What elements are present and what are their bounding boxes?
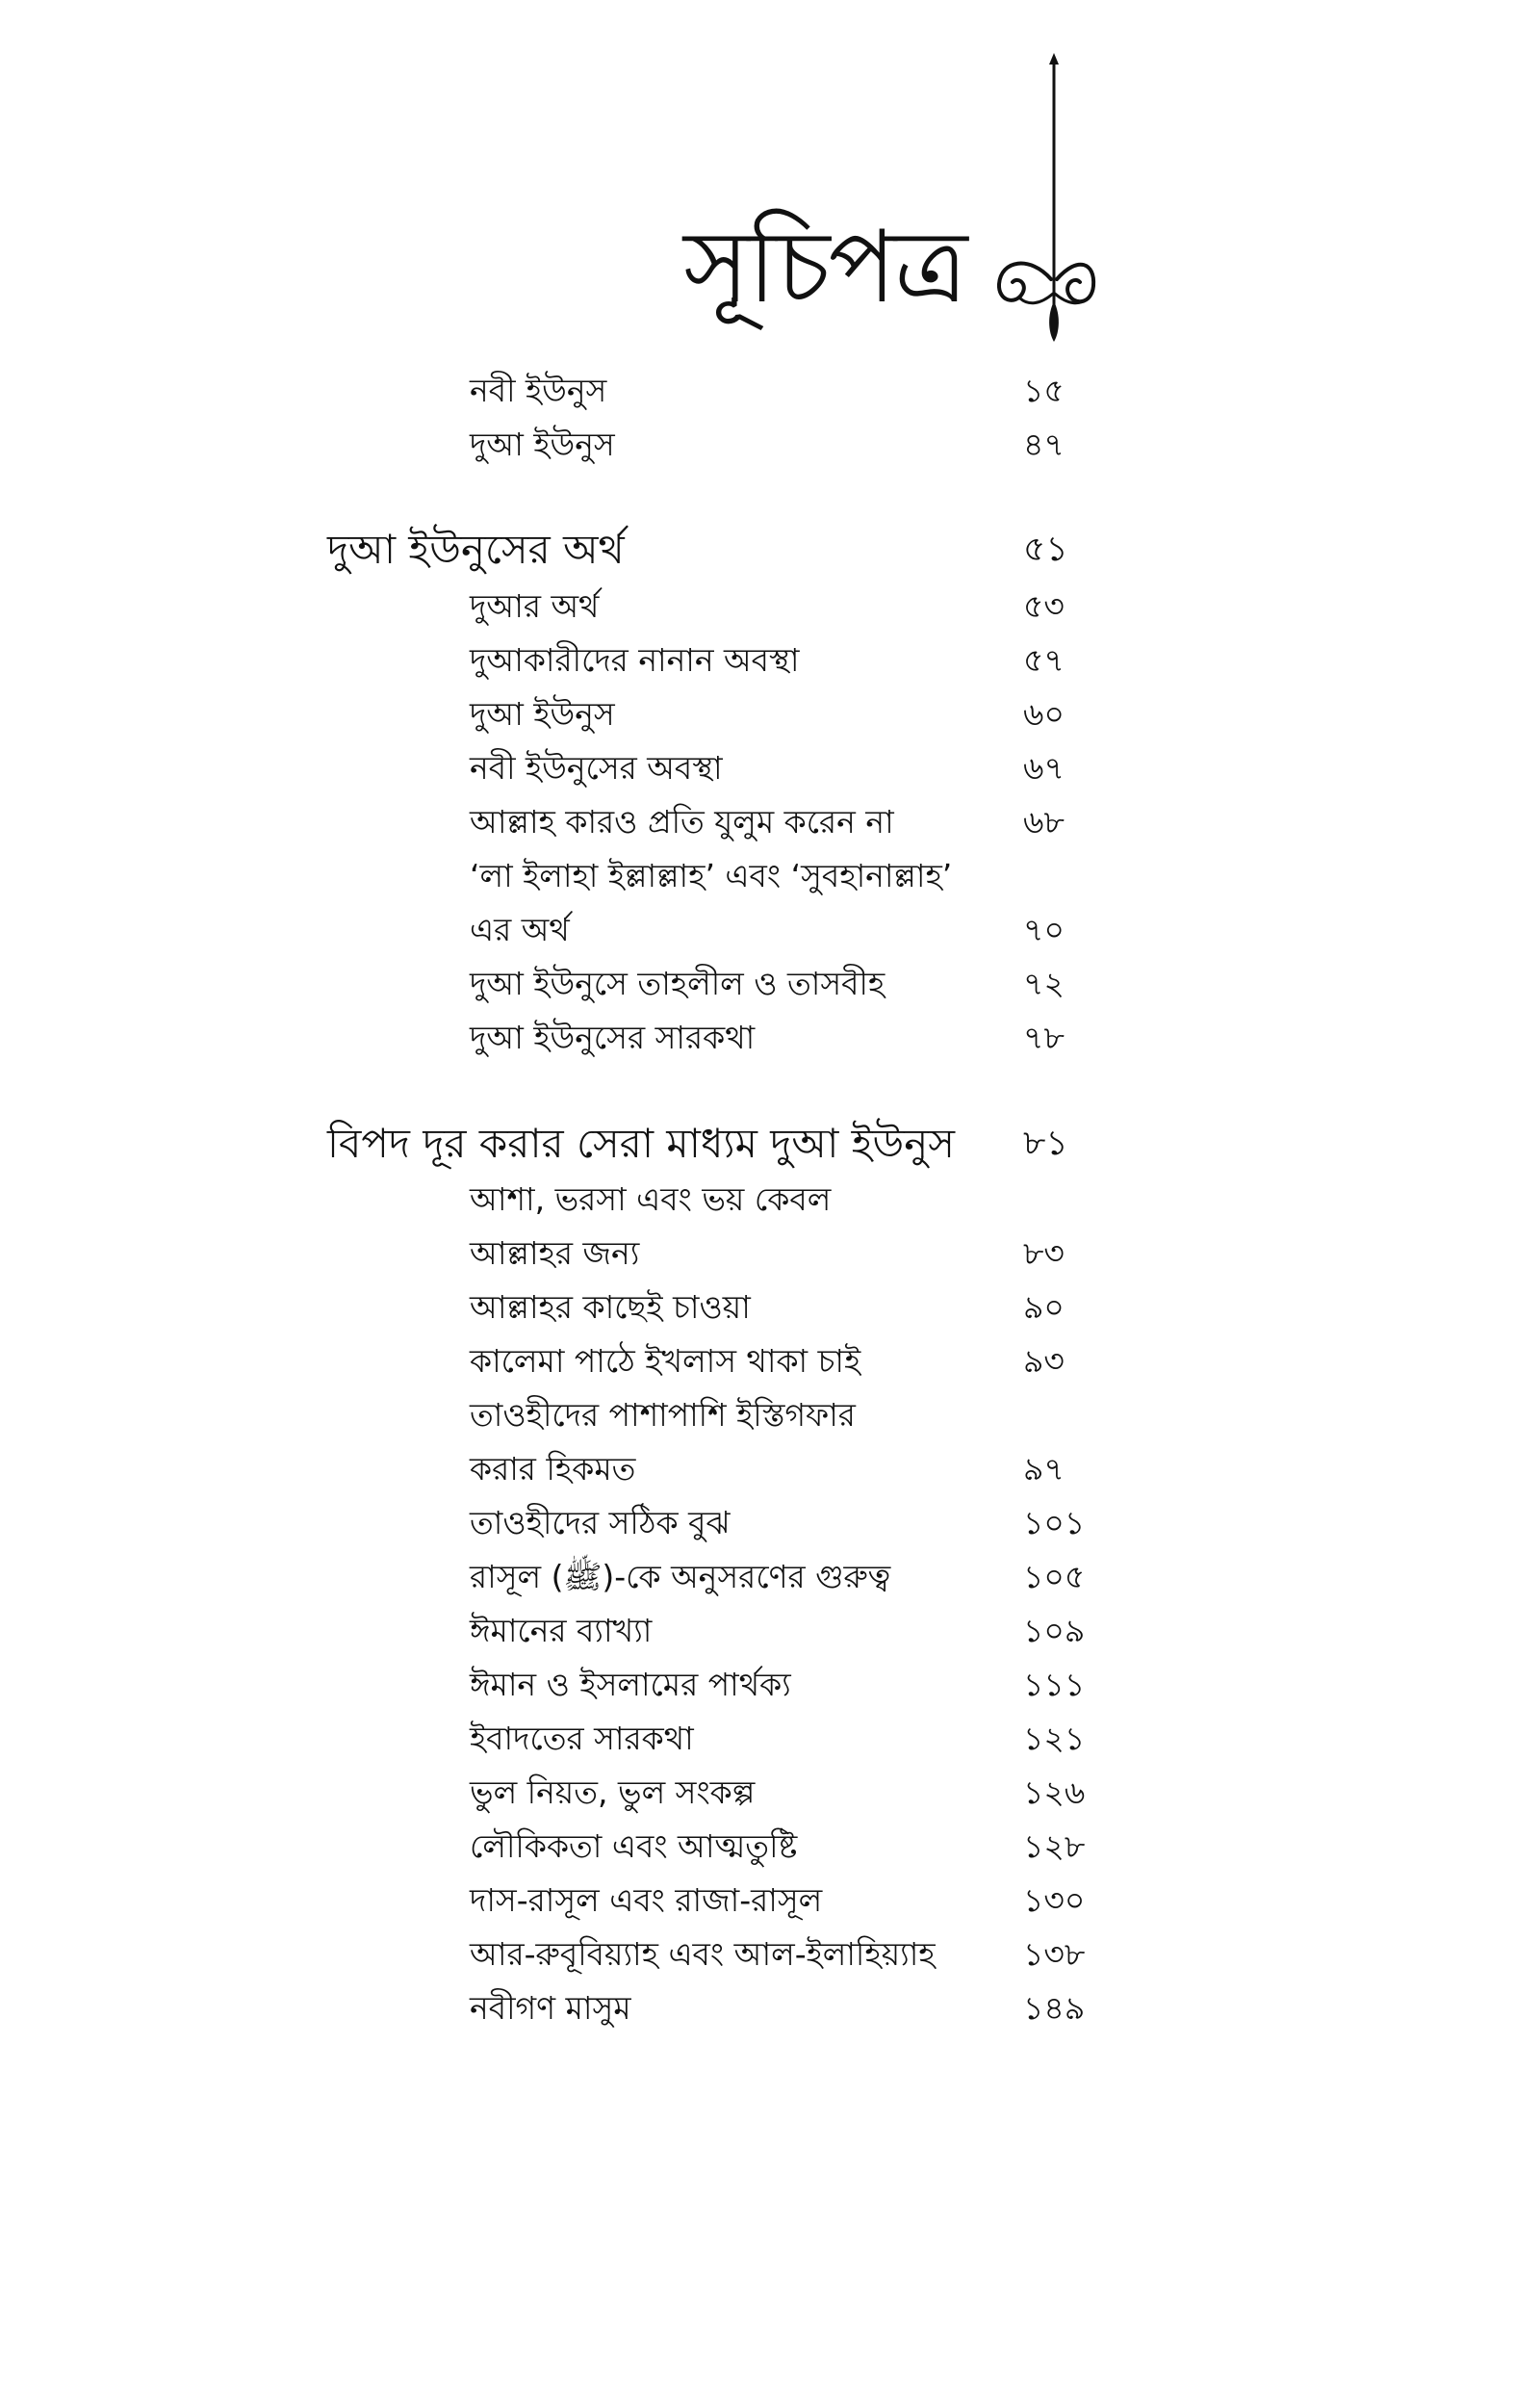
toc-entry-title: আশা, ভরসা এবং ভয় কেবল bbox=[470, 1180, 832, 1218]
toc-entry-title: ভুল নিয়ত, ভুল সংকল্প bbox=[470, 1773, 756, 1811]
toc-entry[interactable] bbox=[0, 1281, 1540, 1334]
toc-entry-title: দুআর অর্থ bbox=[470, 587, 600, 625]
toc-entry-title: নবী ইউনুস bbox=[470, 372, 607, 409]
toc-entry-title: আল্লাহ কারও প্রতি যুলুম করেন না bbox=[470, 803, 894, 841]
toc-entry-page: ৬৭ bbox=[1023, 749, 1065, 787]
toc-chapter[interactable] bbox=[0, 523, 1540, 577]
toc-entry-title: দুআ ইউনুসের সারকথা bbox=[470, 1019, 756, 1056]
toc-entry-page: ১২৬ bbox=[1023, 1773, 1086, 1811]
toc-entry-page: ১০১ bbox=[1023, 1504, 1086, 1541]
toc-entry[interactable] bbox=[0, 1011, 1540, 1065]
toc-entry-title: আর-রুবূবিয়্যাহ এবং আল-ইলাহিয়্যাহ bbox=[470, 1935, 936, 1973]
decorative-ornament-icon bbox=[972, 53, 1097, 361]
toc-entry-title: করার হিকমত bbox=[470, 1450, 636, 1488]
toc-entry-page: ৭২ bbox=[1023, 965, 1065, 1002]
toc-entry[interactable] bbox=[0, 1981, 1540, 2035]
toc-entry-title: তাওহীদের সঠিক বুঝ bbox=[470, 1504, 731, 1541]
toc-entry-page: ১৩৮ bbox=[1023, 1935, 1086, 1973]
toc-entry[interactable] bbox=[0, 1604, 1540, 1658]
toc-entry-title: কালেমা পাঠে ইখলাস থাকা চাই bbox=[470, 1342, 861, 1380]
toc-entry-page: ১০৫ bbox=[1023, 1558, 1086, 1595]
page-title: সূচিপত্র bbox=[683, 208, 966, 325]
toc-entry-page: ৮৩ bbox=[1023, 1234, 1065, 1272]
toc-entry[interactable] bbox=[0, 1442, 1540, 1496]
toc-chapter-page: ৫১ bbox=[1023, 530, 1068, 569]
toc-entry-page: ৬৮ bbox=[1023, 803, 1065, 841]
toc-entry[interactable] bbox=[0, 1928, 1540, 1981]
toc-entry[interactable] bbox=[0, 1550, 1540, 1604]
toc-entry-title: নবী ইউনুসের অবস্থা bbox=[470, 749, 723, 787]
toc-entry[interactable] bbox=[0, 1496, 1540, 1550]
toc-entry-title: দুআ ইউনুসে তাহলীল ও তাসবীহ bbox=[470, 965, 886, 1002]
toc-entry-title: নবীগণ মাসুম bbox=[470, 1989, 631, 2027]
toc-entry-page: ৫৭ bbox=[1023, 641, 1065, 679]
toc-entry[interactable] bbox=[0, 849, 1540, 903]
toc-entry[interactable] bbox=[0, 1334, 1540, 1388]
toc-entry-page: ৬০ bbox=[1023, 695, 1065, 733]
toc-entry[interactable] bbox=[0, 1874, 1540, 1928]
toc-entry-title: দুআকারীদের নানান অবস্থা bbox=[470, 641, 800, 679]
toc-entry-page: ৯০ bbox=[1023, 1288, 1065, 1326]
toc-entry[interactable] bbox=[0, 1820, 1540, 1874]
toc-entry-title: লৌকিকতা এবং আত্মতুষ্টি bbox=[470, 1827, 798, 1865]
toc-entry[interactable] bbox=[0, 364, 1540, 418]
toc-entry-title: দুআ ইউনুস bbox=[470, 426, 615, 463]
toc-entry[interactable] bbox=[0, 903, 1540, 957]
toc-entry-title: আল্লাহর কাছেই চাওয়া bbox=[470, 1288, 751, 1326]
toc-entry[interactable] bbox=[0, 957, 1540, 1011]
toc-entry[interactable] bbox=[0, 634, 1540, 687]
toc-entry[interactable] bbox=[0, 687, 1540, 741]
toc-entry[interactable] bbox=[0, 418, 1540, 472]
toc-entry-page: ৭৮ bbox=[1023, 1019, 1065, 1056]
title-block bbox=[674, 53, 1097, 361]
toc-entry-title: রাসূল (ﷺ)-কে অনুসরণের গুরুত্ব bbox=[470, 1558, 891, 1595]
toc-entry-title: দাস-রাসূল এবং রাজা-রাসূল bbox=[470, 1881, 823, 1919]
toc-entry-title: এর অর্থ bbox=[470, 911, 570, 948]
toc-entry[interactable] bbox=[0, 1227, 1540, 1281]
toc-entry[interactable] bbox=[0, 580, 1540, 634]
toc-entry[interactable] bbox=[0, 795, 1540, 849]
toc-entry-title: ঈমানের ব্যাখ্যা bbox=[470, 1612, 653, 1649]
toc-entry-title: ইবাদতের সারকথা bbox=[470, 1720, 694, 1757]
toc-entry-page: ৯৩ bbox=[1023, 1342, 1065, 1380]
toc-entry-page: ৭০ bbox=[1023, 911, 1065, 948]
toc-entry[interactable] bbox=[0, 1658, 1540, 1712]
toc-entry-title: তাওহীদের পাশাপাশি ইস্তিগফার bbox=[470, 1396, 856, 1434]
toc-entry-title: আল্লাহর জন্য bbox=[470, 1234, 640, 1272]
toc-chapter[interactable] bbox=[0, 1117, 1540, 1171]
toc-entry-page: ৯৭ bbox=[1023, 1450, 1065, 1488]
toc-entry-page: ৫৩ bbox=[1023, 587, 1065, 625]
toc-entry[interactable] bbox=[0, 1766, 1540, 1820]
toc-chapter-page: ৮১ bbox=[1023, 1124, 1068, 1163]
toc-chapter-title: দুআ ইউনুসের অর্থ bbox=[327, 526, 625, 573]
toc-entry-page: ১০৯ bbox=[1023, 1612, 1086, 1649]
toc-entry-page: ১২৮ bbox=[1023, 1827, 1086, 1865]
toc-entry[interactable] bbox=[0, 1712, 1540, 1766]
toc-entry-title: ঈমান ও ইসলামের পার্থক্য bbox=[470, 1666, 791, 1703]
toc-entry[interactable] bbox=[0, 1388, 1540, 1442]
toc-entry-page: ১১১ bbox=[1023, 1666, 1086, 1703]
toc-entry-title: দুআ ইউনুস bbox=[470, 695, 615, 733]
toc-entry-title: ‘লা ইলাহা ইল্লাল্লাহ’ এবং ‘সুবহানাল্লাহ’ bbox=[470, 857, 953, 894]
toc-entry[interactable] bbox=[0, 741, 1540, 795]
toc-entry-page: ১২১ bbox=[1023, 1720, 1086, 1757]
toc-chapter-title: বিপদ দূর করার সেরা মাধ্যম দুআ ইউনুস bbox=[327, 1120, 956, 1167]
toc-entry-page: ১৩০ bbox=[1023, 1881, 1086, 1919]
toc-entry-page: ১৫ bbox=[1023, 372, 1065, 409]
toc-entry-page: ৪৭ bbox=[1023, 426, 1065, 463]
toc-entry[interactable] bbox=[0, 1173, 1540, 1227]
toc-entry-page: ১৪৯ bbox=[1023, 1989, 1086, 2027]
